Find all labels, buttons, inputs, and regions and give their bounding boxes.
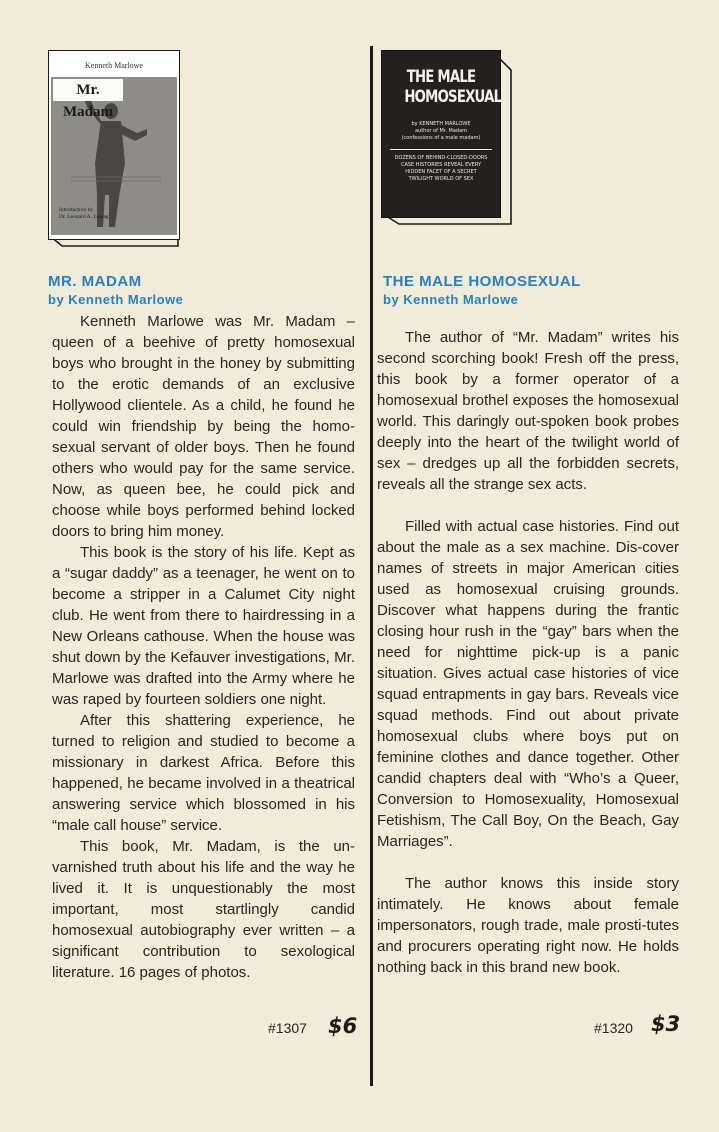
- description-paragraph: After this shattering experience, he turned to religion and studied to become a missionary in darkest Africa. Before this happened, he became involved in a theatrical answering service which blossomed in his “male call house” service.: [52, 712, 355, 834]
- cover-author-note2: (confessions of a male madam): [401, 135, 481, 141]
- description-paragraph: Filled with actual case histories. Find out about the male as a sex machine. Dis-cover names of streets in major American cities used as homosexual cruising grounds. Discover what happens during the frantic closing hour rush in the “gay” bars when the need for nighttime pick-up is a panic situation. Gives actual case histories of vice squad entrapments in gay bars. Reveals vice squad methods. Find out about private homosexual clubs where boys put on feminine clothes and dance together. Other candid chapters deal with “Who’s a Queer, Conversion to Homosexuality, Homosexual Fetishism, The Call Boy, On the Beach, Gay Marriages”.: [377, 518, 679, 850]
- description-paragraph: The author of “Mr. Madam” writes his second scorching book! Fresh off the press, this book by a former operator of a homosexual brothel exposes the homosexual world. This daringly out-spoken book probes deeply into the heart of the twilight world of sex – dredges up all the forbidden secrets, reveals all the strange sex acts.: [377, 329, 679, 493]
- listing-description: [52, 311, 355, 983]
- cover-face: [381, 50, 501, 218]
- cover-author-line: by KENNETH MARLOWE: [411, 121, 471, 127]
- description-paragraph: This book, Mr. Madam, is the un-varnished truth about his life and the way he lived it. It is unquestionably the most important, most startlingly candid homosexual autobiography ever written – a significant contribution to sexological literature. 16 pages of photos.: [52, 838, 355, 981]
- cover-rule: [390, 149, 492, 150]
- cover-intro: [59, 207, 159, 221]
- cover-title-line2: HOMOSEXUAL: [404, 87, 502, 107]
- cover-title: Mr. Madam: [53, 79, 123, 101]
- description-paragraph: This book is the story of his life. Kept as a “sugar daddy” as a teenager, he went on to become a stripper in a Calumet City night club. He went from there to hairdressing in a New Orleans cathouse. When the house was shut down by the Kefauver investigations, Mr. Marlowe was drafted into the Army where he was raped by fourteen soldiers one night.: [52, 544, 355, 708]
- listing-byline: by Kenneth Marlowe: [48, 292, 184, 307]
- cover-title-line1: THE MALE: [406, 67, 476, 87]
- catalog-number: #1320: [594, 1020, 633, 1036]
- listing-title: THE MALE HOMOSEXUAL: [383, 273, 581, 290]
- price: $3: [651, 1012, 681, 1036]
- cover-title: [404, 67, 502, 107]
- listing-byline: by Kenneth Marlowe: [383, 292, 519, 307]
- listing-title: MR. MADAM: [48, 273, 142, 290]
- catalog-number: #1307: [268, 1020, 307, 1036]
- cover-author: Kenneth Marlowe: [85, 61, 143, 70]
- cover-author-note: author of Mr. Madam: [414, 128, 468, 134]
- cover-intro-line2: Dr. Leonard A. Lowag: [59, 214, 109, 220]
- column-divider: [370, 46, 373, 1086]
- cover-blurb: DOZENS OF BEHIND-CLOSED-DOORS CASE HISTORIES REVEAL EVERY HIDDEN FACET OF A SECRET TWILIGHT WORLD OF SEX: [394, 155, 488, 182]
- price: $6: [328, 1014, 358, 1038]
- listing-description: [377, 327, 679, 978]
- cover-intro-line1: Introduction by: [59, 207, 94, 213]
- description-paragraph: Kenneth Marlowe was Mr. Madam – queen of a beehive of pretty homosexual boys who brought in the honey by submitting to the erotic demands of an exclusive Hollywood clientele. As a child, he found he could win friendship by being the homo-sexual servant of older boys. Then he found others who would pay for the same service. Now, as queen bee, he could pick and choose while boys performed behind locked doors to bring him money.: [52, 313, 355, 540]
- cover-face: [48, 50, 180, 240]
- cover-author: [390, 121, 492, 142]
- description-paragraph: The author knows this inside story intimately. He knows about female impersonators, rough trade, male prosti-tutes and procurers operating right now. He holds nothing back in this brand new book.: [377, 875, 679, 976]
